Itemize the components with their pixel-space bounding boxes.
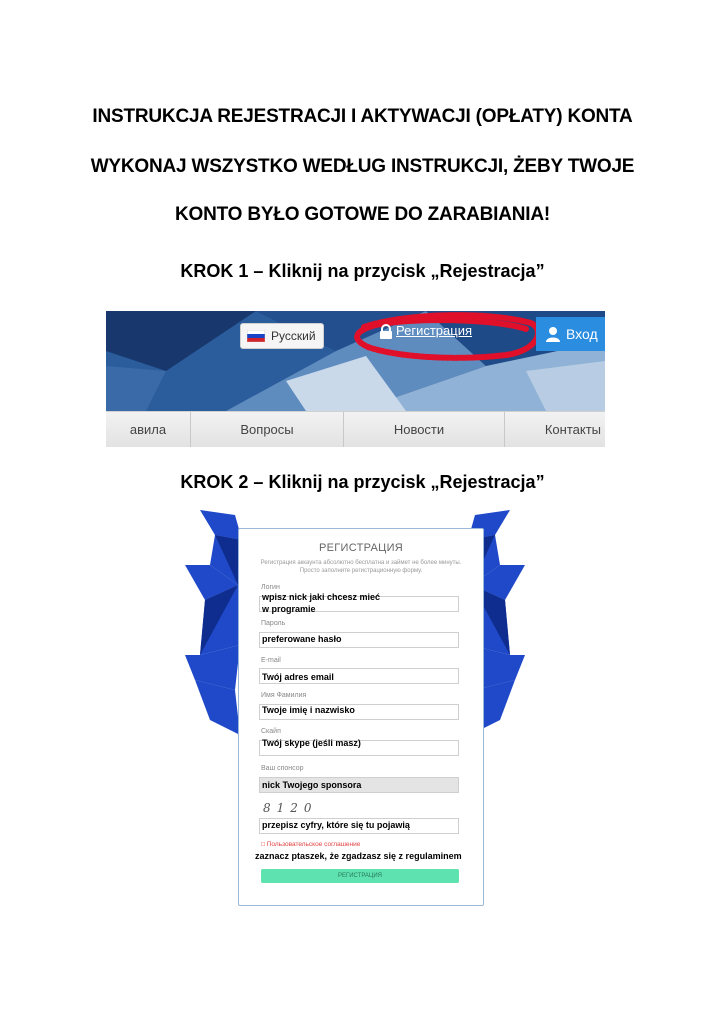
nav-item-rules[interactable]: авила [129,422,167,437]
form-title: РЕГИСТРАЦИЯ [318,542,404,554]
step-1-heading: KROK 1 – Kliknij na przycisk „Rejestracja” [180,261,545,281]
sponsor-label: Ваш спонсор [261,765,304,772]
agreement-hint: zaznacz ptaszek, że zgadzasz się z regulaminem [255,851,462,861]
password-hint: preferowane hasło [262,634,342,644]
form-subtitle: Просто заполните регистрационную форму. [299,568,423,574]
language-button[interactable] [240,323,324,349]
login-label: Логин [261,584,280,591]
agreement-checkbox-label[interactable] [261,841,360,848]
email-label: E-mail [261,657,281,664]
title-line-2: WYKONAJ WSZYSTKO WEDŁUG INSTRUKCJI, ŻEBY TWOJE [90,156,635,177]
skype-hint: Twój skype (jeśli masz) [262,738,361,748]
nav-item-news[interactable]: Новости [393,422,445,437]
register-link[interactable]: Регистрация [396,323,472,338]
password-label: Пароль [261,620,286,627]
captcha-image: 8120 [263,801,318,815]
login-button[interactable] [536,317,605,351]
login-hint: wpisz nick jaki chcesz mieć [262,592,381,602]
user-icon [546,326,560,342]
header-banner [106,311,605,411]
title-line-3: KONTO BYŁO GOTOWE DO ZARABIANIA! [174,204,550,225]
captcha-hint: przepisz cyfry, które się tu pojawią [262,820,410,830]
nav-divider [504,412,505,447]
nav-item-questions[interactable]: Вопросы [240,422,294,437]
login-hint: w programie [262,604,316,614]
registration-form-screenshot [180,505,530,905]
site-header-screenshot [106,311,605,447]
lock-icon [379,324,393,340]
russia-flag-icon [247,330,265,342]
nav-item-contacts[interactable]: Контакты [544,422,601,437]
registration-form [238,528,484,906]
title-line-1: INSTRUKCJA REJESTRACJI I AKTYWACJI (OPŁATY) KONTA [92,106,633,127]
login-label: Вход [566,326,598,342]
checkbox-icon[interactable]: □ [261,841,265,848]
email-hint: Twój adres email [262,672,334,682]
fullname-label: Имя Фамилия [261,692,307,699]
form-subtitle: Регистрация аккаунта абсолютно бесплатна и займет не более минуты. [260,560,462,566]
skype-label: Скайп [261,728,281,735]
register-submit-button[interactable]: РЕГИСТРАЦИЯ [261,869,459,883]
sponsor-hint: nick Twojego sponsora [262,780,362,790]
nav-bar [106,411,605,447]
language-label: Русский [271,329,316,343]
fullname-hint: Twoje imię i nazwisko [262,705,355,715]
agreement-label: Пользовательское соглашение [266,841,361,848]
step-2-heading: KROK 2 – Kliknij na przycisk „Rejestracja” [180,472,545,492]
